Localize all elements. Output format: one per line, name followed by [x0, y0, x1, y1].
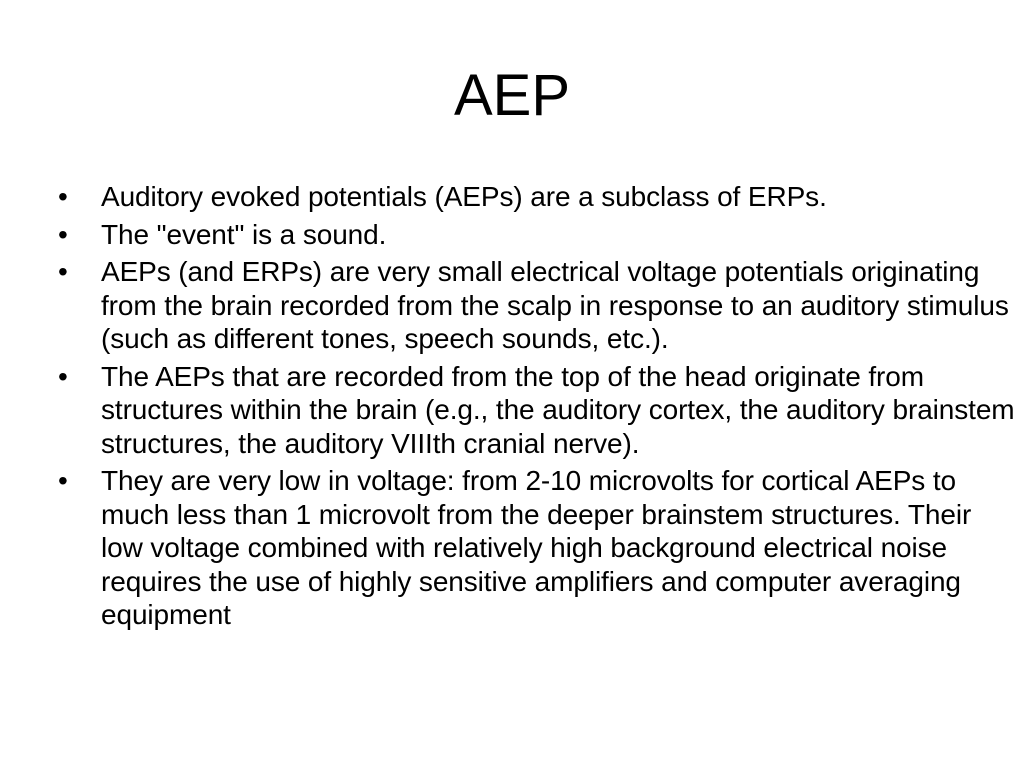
- bullet-item: [58, 360, 1018, 461]
- bullet-text: The AEPs that are recorded from the top of the head originate from structures within the brain (e.g., the auditory cortex, the auditory brainstem structures, the auditory VIIIth cranial nerve).: [101, 360, 1015, 459]
- bullet-item: [58, 218, 1018, 252]
- bullet-text: Auditory evoked potentials (AEPs) are a subclass of ERPs.: [101, 181, 827, 212]
- bullet-icon: •: [58, 181, 68, 212]
- bullet-item: [58, 464, 1018, 632]
- bullet-icon: •: [58, 256, 68, 287]
- slide-title: AEP: [453, 63, 571, 128]
- bullet-icon: •: [58, 360, 68, 392]
- bullet-icon: •: [58, 218, 68, 250]
- bullet-list: [58, 180, 1018, 636]
- bullet-text: AEPs (and ERPs) are very small electrical voltage potentials originating from the brain recorded from the scalp in response to an auditory stimulus (such as different tones, speech sounds, etc.).: [101, 256, 1009, 354]
- bullet-text: The "event" is a sound.: [101, 218, 387, 250]
- bullet-item: [58, 255, 1018, 356]
- bullet-text: They are very low in voltage: from 2-10 microvolts for cortical AEPs to much less than 1 microvolt from the deeper brainstem structures. Their low voltage combined with relatively high background electrical noise requires the use of highly sensitive amplifiers and computer averaging equipment: [101, 465, 972, 630]
- bullet-item: [58, 180, 1018, 214]
- bullet-icon: •: [58, 465, 68, 496]
